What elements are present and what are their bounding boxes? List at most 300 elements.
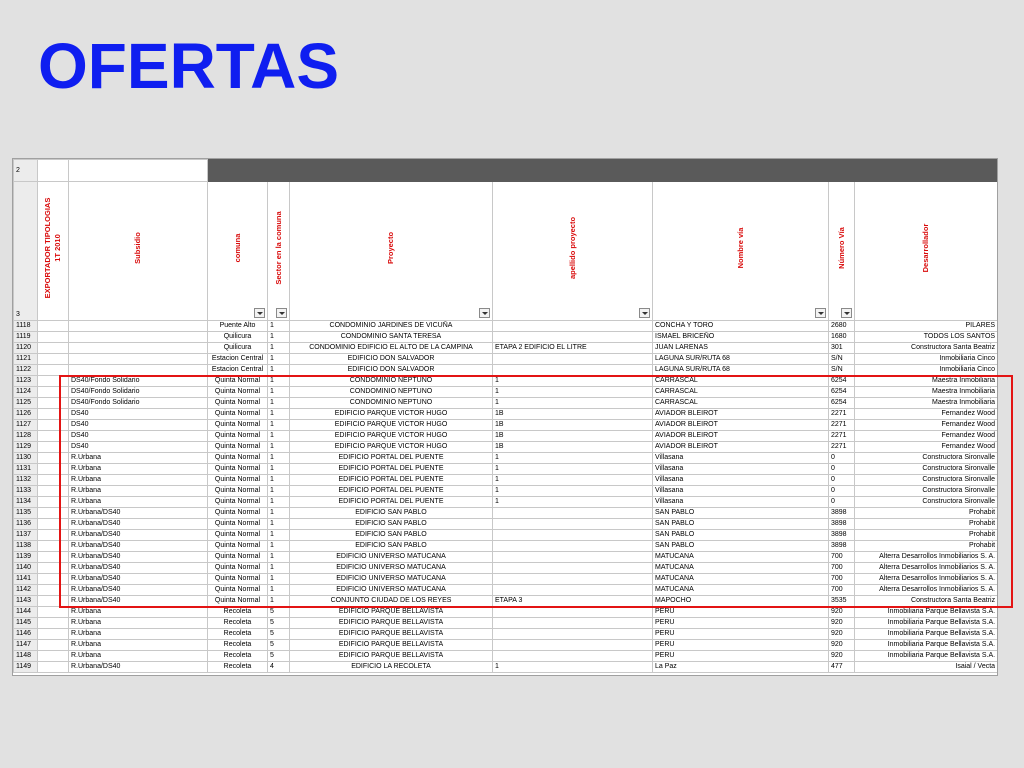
table-cell[interactable]: CONDOMINIO JARDINES DE VICUÑA	[290, 321, 493, 332]
table-cell[interactable]	[69, 332, 208, 343]
table-cell[interactable]: 1	[268, 486, 290, 497]
table-cell[interactable]	[38, 431, 69, 442]
table-cell[interactable]: Villasana	[653, 497, 829, 508]
table-cell[interactable]: EDIFICIO PORTAL DEL PUENTE	[290, 486, 493, 497]
table-cell[interactable]: Constructora Sironvalle	[855, 497, 998, 508]
table-cell[interactable]: 920	[829, 651, 855, 662]
table-row[interactable]	[14, 453, 998, 464]
table-cell[interactable]: R.Urbana/DS40	[69, 585, 208, 596]
table-cell[interactable]: Fernandez Wood	[855, 420, 998, 431]
table-cell[interactable]: Estacion Central	[208, 354, 268, 365]
table-cell[interactable]: DS40	[69, 431, 208, 442]
table-row[interactable]	[14, 376, 998, 387]
table-cell[interactable]: 1	[268, 431, 290, 442]
table-cell[interactable]: Fernandez Wood	[855, 442, 998, 453]
table-cell[interactable]: EDIFICIO SAN PABLO	[290, 541, 493, 552]
table-cell[interactable]: 6254	[829, 376, 855, 387]
table-cell[interactable]: CARRASCAL	[653, 376, 829, 387]
table-cell[interactable]	[493, 585, 653, 596]
table-cell[interactable]: R.Urbana	[69, 607, 208, 618]
table-cell[interactable]: EDIFICIO PARQUE VICTOR HUGO	[290, 420, 493, 431]
table-cell[interactable]: Quinta Normal	[208, 563, 268, 574]
table-cell[interactable]	[38, 574, 69, 585]
table-cell[interactable]: ISMAEL BRICEÑO	[653, 332, 829, 343]
table-cell[interactable]: Maestra Inmobiliaria	[855, 398, 998, 409]
table-cell[interactable]: Estacion Central	[208, 365, 268, 376]
table-cell[interactable]: 2271	[829, 442, 855, 453]
table-cell[interactable]: 1	[268, 497, 290, 508]
table-cell[interactable]: 1B	[493, 420, 653, 431]
table-cell[interactable]: Prohabit	[855, 530, 998, 541]
table-cell[interactable]: 1	[268, 332, 290, 343]
table-cell[interactable]: 1	[268, 321, 290, 332]
table-cell[interactable]: 1680	[829, 332, 855, 343]
table-cell[interactable]	[493, 530, 653, 541]
table-row[interactable]	[14, 662, 998, 673]
table-cell[interactable]: 5	[268, 651, 290, 662]
table-cell[interactable]: R.Urbana	[69, 464, 208, 475]
table-cell[interactable]	[38, 365, 69, 376]
table-cell[interactable]	[38, 618, 69, 629]
filter-dropdown-icon[interactable]	[841, 308, 852, 318]
table-cell[interactable]	[38, 607, 69, 618]
table-cell[interactable]: 1	[268, 475, 290, 486]
table-cell[interactable]: EDIFICIO UNIVERSO MATUCANA	[290, 563, 493, 574]
table-row[interactable]	[14, 552, 998, 563]
table-cell[interactable]: EDIFICIO PARQUE BELLAVISTA	[290, 651, 493, 662]
table-cell[interactable]	[38, 629, 69, 640]
table-cell[interactable]: 3898	[829, 508, 855, 519]
table-cell[interactable]: 5	[268, 629, 290, 640]
table-cell[interactable]	[69, 321, 208, 332]
table-cell[interactable]: 0	[829, 497, 855, 508]
table-cell[interactable]: EDIFICIO PARQUE VICTOR HUGO	[290, 409, 493, 420]
table-cell[interactable]: Quinta Normal	[208, 420, 268, 431]
table-cell[interactable]: Quinta Normal	[208, 508, 268, 519]
table-cell[interactable]	[493, 618, 653, 629]
table-cell[interactable]: CONDOMINIO NEPTUNO	[290, 398, 493, 409]
table-cell[interactable]	[38, 343, 69, 354]
table-cell[interactable]: R.Urbana/DS40	[69, 552, 208, 563]
table-cell[interactable]: Inmobiliaria Parque Bellavista S.A.	[855, 618, 998, 629]
table-cell[interactable]: Constructora Sironvalle	[855, 453, 998, 464]
table-cell[interactable]: Recoleta	[208, 651, 268, 662]
table-cell[interactable]: 0	[829, 464, 855, 475]
table-cell[interactable]: Quilicura	[208, 332, 268, 343]
table-cell[interactable]: 1	[268, 365, 290, 376]
table-cell[interactable]: 0	[829, 453, 855, 464]
table-cell[interactable]: SAN PABLO	[653, 519, 829, 530]
table-cell[interactable]: Prohabit	[855, 541, 998, 552]
table-cell[interactable]: PILARES	[855, 321, 998, 332]
table-cell[interactable]	[38, 354, 69, 365]
table-cell[interactable]: Recoleta	[208, 607, 268, 618]
table-cell[interactable]: EDIFICIO PARQUE BELLAVISTA	[290, 640, 493, 651]
table-cell[interactable]: 5	[268, 640, 290, 651]
table-cell[interactable]	[38, 464, 69, 475]
table-cell[interactable]	[69, 365, 208, 376]
table-cell[interactable]: R.Urbana	[69, 629, 208, 640]
table-row[interactable]	[14, 409, 998, 420]
table-cell[interactable]: AVIADOR BLEIROT	[653, 420, 829, 431]
table-cell[interactable]: CONDOMINIO EDIFICIO EL ALTO DE LA CAMPINA	[290, 343, 493, 354]
table-cell[interactable]: MATUCANA	[653, 563, 829, 574]
table-cell[interactable]	[38, 662, 69, 673]
table-row[interactable]	[14, 607, 998, 618]
table-cell[interactable]: DS40/Fondo Solidario	[69, 387, 208, 398]
table-cell[interactable]: 1	[268, 530, 290, 541]
table-cell[interactable]: PERU	[653, 629, 829, 640]
table-cell[interactable]: Quinta Normal	[208, 486, 268, 497]
table-cell[interactable]	[38, 376, 69, 387]
table-row[interactable]	[14, 354, 998, 365]
table-cell[interactable]: EDIFICIO LA RECOLETA	[290, 662, 493, 673]
table-cell[interactable]: Recoleta	[208, 629, 268, 640]
table-cell[interactable]: R.Urbana/DS40	[69, 530, 208, 541]
table-cell[interactable]: Prohabit	[855, 508, 998, 519]
table-cell[interactable]: Quinta Normal	[208, 497, 268, 508]
table-cell[interactable]: CARRASCAL	[653, 387, 829, 398]
table-cell[interactable]: 3898	[829, 519, 855, 530]
table-cell[interactable]: EDIFICIO SAN PABLO	[290, 519, 493, 530]
table-cell[interactable]: PERU	[653, 651, 829, 662]
table-cell[interactable]: Constructora Santa Beatriz	[855, 343, 998, 354]
table-cell[interactable]: 5	[268, 607, 290, 618]
table-cell[interactable]: Inmobiliaria Parque Bellavista S.A.	[855, 629, 998, 640]
table-cell[interactable]: 1	[493, 453, 653, 464]
table-cell[interactable]: 1	[268, 585, 290, 596]
table-row[interactable]	[14, 596, 998, 607]
table-cell[interactable]: 2271	[829, 431, 855, 442]
table-cell[interactable]	[493, 519, 653, 530]
table-cell[interactable]: 4	[268, 662, 290, 673]
table-row[interactable]	[14, 618, 998, 629]
table-row[interactable]	[14, 574, 998, 585]
table-cell[interactable]: Isaial / Vecta	[855, 662, 998, 673]
table-cell[interactable]	[38, 552, 69, 563]
table-cell[interactable]: 1B	[493, 409, 653, 420]
table-cell[interactable]: CONDOMINIO NEPTUNO	[290, 376, 493, 387]
table-cell[interactable]: Recoleta	[208, 640, 268, 651]
table-cell[interactable]	[38, 596, 69, 607]
table-cell[interactable]: CONDOMINIO SANTA TERESA	[290, 332, 493, 343]
table-cell[interactable]: 301	[829, 343, 855, 354]
table-cell[interactable]: CARRASCAL	[653, 398, 829, 409]
table-cell[interactable]: Recoleta	[208, 662, 268, 673]
table-cell[interactable]	[493, 563, 653, 574]
table-cell[interactable]	[38, 398, 69, 409]
table-cell[interactable]: Alterra Desarrollos Inmobiliarios S. A.	[855, 585, 998, 596]
table-cell[interactable]	[38, 387, 69, 398]
filter-dropdown-icon[interactable]	[276, 308, 287, 318]
table-cell[interactable]: LAGUNA SUR/RUTA 68	[653, 354, 829, 365]
table-cell[interactable]: 1	[268, 409, 290, 420]
table-row[interactable]	[14, 464, 998, 475]
table-cell[interactable]: S/N	[829, 354, 855, 365]
table-cell[interactable]: DS40/Fondo Solidario	[69, 376, 208, 387]
table-cell[interactable]: Villasana	[653, 475, 829, 486]
table-cell[interactable]: 0	[829, 486, 855, 497]
table-row[interactable]	[14, 563, 998, 574]
table-cell[interactable]	[38, 508, 69, 519]
table-cell[interactable]	[38, 530, 69, 541]
table-cell[interactable]	[38, 541, 69, 552]
table-row[interactable]	[14, 508, 998, 519]
table-cell[interactable]	[493, 354, 653, 365]
table-cell[interactable]: 700	[829, 585, 855, 596]
table-cell[interactable]: MATUCANA	[653, 552, 829, 563]
table-cell[interactable]: ETAPA 3	[493, 596, 653, 607]
table-cell[interactable]: Quinta Normal	[208, 398, 268, 409]
table-cell[interactable]: Villasana	[653, 453, 829, 464]
table-cell[interactable]: SAN PABLO	[653, 530, 829, 541]
table-cell[interactable]: 477	[829, 662, 855, 673]
table-cell[interactable]: Constructora Sironvalle	[855, 475, 998, 486]
table-cell[interactable]: R.Urbana/DS40	[69, 519, 208, 530]
table-row[interactable]	[14, 486, 998, 497]
table-cell[interactable]: Quinta Normal	[208, 552, 268, 563]
table-cell[interactable]: CONDOMINIO NEPTUNO	[290, 387, 493, 398]
table-cell[interactable]: 5	[268, 618, 290, 629]
table-cell[interactable]: Puente Alto	[208, 321, 268, 332]
table-cell[interactable]	[38, 409, 69, 420]
table-cell[interactable]: R.Urbana	[69, 640, 208, 651]
table-cell[interactable]	[38, 640, 69, 651]
table-cell[interactable]: 1	[268, 563, 290, 574]
table-cell[interactable]: La Paz	[653, 662, 829, 673]
table-cell[interactable]: 1	[493, 475, 653, 486]
table-cell[interactable]: EDIFICIO PORTAL DEL PUENTE	[290, 475, 493, 486]
table-cell[interactable]: Quinta Normal	[208, 475, 268, 486]
table-row[interactable]	[14, 431, 998, 442]
table-cell[interactable]: Alterra Desarrollos Inmobiliarios S. A.	[855, 563, 998, 574]
table-cell[interactable]	[38, 585, 69, 596]
table-cell[interactable]: JUAN LARENAS	[653, 343, 829, 354]
table-cell[interactable]: 920	[829, 629, 855, 640]
table-row[interactable]	[14, 541, 998, 552]
table-cell[interactable]: EDIFICIO UNIVERSO MATUCANA	[290, 585, 493, 596]
table-cell[interactable]: 2271	[829, 420, 855, 431]
table-cell[interactable]: Quinta Normal	[208, 585, 268, 596]
table-cell[interactable]: R.Urbana	[69, 453, 208, 464]
table-cell[interactable]: R.Urbana	[69, 486, 208, 497]
table-row[interactable]	[14, 585, 998, 596]
table-cell[interactable]: Maestra Inmobiliaria	[855, 376, 998, 387]
table-cell[interactable]: 6254	[829, 387, 855, 398]
table-cell[interactable]: MATUCANA	[653, 585, 829, 596]
filter-dropdown-icon[interactable]	[479, 308, 490, 318]
table-cell[interactable]: Quinta Normal	[208, 574, 268, 585]
table-cell[interactable]: 920	[829, 640, 855, 651]
table-cell[interactable]	[493, 321, 653, 332]
table-cell[interactable]: 3535	[829, 596, 855, 607]
table-cell[interactable]: 920	[829, 618, 855, 629]
table-cell[interactable]: Quinta Normal	[208, 453, 268, 464]
table-row[interactable]	[14, 321, 998, 332]
table-cell[interactable]: 2680	[829, 321, 855, 332]
table-cell[interactable]: 2271	[829, 409, 855, 420]
table-cell[interactable]: 1B	[493, 431, 653, 442]
table-cell[interactable]: Quinta Normal	[208, 519, 268, 530]
table-cell[interactable]: Quilicura	[208, 343, 268, 354]
table-cell[interactable]: Quinta Normal	[208, 387, 268, 398]
table-cell[interactable]: 1	[493, 662, 653, 673]
table-cell[interactable]	[493, 552, 653, 563]
table-cell[interactable]	[38, 420, 69, 431]
table-cell[interactable]	[38, 651, 69, 662]
table-cell[interactable]	[69, 354, 208, 365]
table-cell[interactable]: Alterra Desarrollos Inmobiliarios S. A.	[855, 552, 998, 563]
table-row[interactable]	[14, 387, 998, 398]
table-cell[interactable]: 1	[268, 387, 290, 398]
table-row[interactable]	[14, 332, 998, 343]
table-cell[interactable]: EDIFICIO PORTAL DEL PUENTE	[290, 497, 493, 508]
table-cell[interactable]: EDIFICIO UNIVERSO MATUCANA	[290, 552, 493, 563]
table-cell[interactable]: 1	[268, 420, 290, 431]
table-cell[interactable]: 1	[493, 464, 653, 475]
table-cell[interactable]: Inmobiliaria Parque Bellavista S.A.	[855, 640, 998, 651]
table-row[interactable]	[14, 497, 998, 508]
table-cell[interactable]: 700	[829, 563, 855, 574]
table-row[interactable]	[14, 398, 998, 409]
table-cell[interactable]	[69, 343, 208, 354]
table-cell[interactable]: 3898	[829, 530, 855, 541]
table-cell[interactable]	[493, 332, 653, 343]
table-cell[interactable]: AVIADOR BLEIROT	[653, 409, 829, 420]
table-cell[interactable]: SAN PABLO	[653, 508, 829, 519]
table-cell[interactable]: PERU	[653, 618, 829, 629]
filter-dropdown-icon[interactable]	[639, 308, 650, 318]
table-cell[interactable]: EDIFICIO PARQUE BELLAVISTA	[290, 618, 493, 629]
table-row[interactable]	[14, 420, 998, 431]
table-cell[interactable]: Prohabit	[855, 519, 998, 530]
table-cell[interactable]: 1B	[493, 442, 653, 453]
table-cell[interactable]: Constructora Santa Beatriz	[855, 596, 998, 607]
table-cell[interactable]	[38, 563, 69, 574]
table-cell[interactable]	[493, 365, 653, 376]
table-cell[interactable]: S/N	[829, 365, 855, 376]
table-cell[interactable]: 0	[829, 475, 855, 486]
table-cell[interactable]: EDIFICIO SAN PABLO	[290, 530, 493, 541]
table-cell[interactable]: EDIFICIO PORTAL DEL PUENTE	[290, 453, 493, 464]
table-cell[interactable]: MATUCANA	[653, 574, 829, 585]
table-cell[interactable]	[38, 475, 69, 486]
table-cell[interactable]: 1	[268, 376, 290, 387]
table-cell[interactable]: EDIFICIO PARQUE BELLAVISTA	[290, 607, 493, 618]
table-cell[interactable]: Quinta Normal	[208, 376, 268, 387]
table-cell[interactable]: Alterra Desarrollos Inmobiliarios S. A.	[855, 574, 998, 585]
table-cell[interactable]: R.Urbana	[69, 497, 208, 508]
table-cell[interactable]: Inmobiliaria Cinco	[855, 354, 998, 365]
table-cell[interactable]: 920	[829, 607, 855, 618]
table-cell[interactable]: 3898	[829, 541, 855, 552]
table-cell[interactable]: R.Urbana/DS40	[69, 563, 208, 574]
table-cell[interactable]: EDIFICIO SAN PABLO	[290, 508, 493, 519]
table-cell[interactable]: 1	[493, 376, 653, 387]
table-cell[interactable]	[493, 640, 653, 651]
table-cell[interactable]: 1	[493, 398, 653, 409]
table-cell[interactable]: Inmobiliaria Parque Bellavista S.A.	[855, 651, 998, 662]
table-cell[interactable]: Fernandez Wood	[855, 409, 998, 420]
table-cell[interactable]: 700	[829, 552, 855, 563]
table-row[interactable]	[14, 519, 998, 530]
table-cell[interactable]	[493, 651, 653, 662]
table-cell[interactable]: DS40	[69, 420, 208, 431]
table-cell[interactable]: DS40/Fondo Solidario	[69, 398, 208, 409]
table-cell[interactable]: CONCHA Y TORO	[653, 321, 829, 332]
table-cell[interactable]: 1	[268, 442, 290, 453]
table-cell[interactable]: R.Urbana	[69, 651, 208, 662]
table-cell[interactable]: Inmobiliaria Parque Bellavista S.A.	[855, 607, 998, 618]
table-cell[interactable]	[38, 519, 69, 530]
table-cell[interactable]: 1	[268, 453, 290, 464]
table-cell[interactable]: R.Urbana/DS40	[69, 596, 208, 607]
table-cell[interactable]: PERU	[653, 640, 829, 651]
table-cell[interactable]	[38, 497, 69, 508]
table-cell[interactable]: MAPOCHO	[653, 596, 829, 607]
table-cell[interactable]: 1	[268, 541, 290, 552]
table-cell[interactable]: 1	[268, 519, 290, 530]
table-cell[interactable]: Villasana	[653, 486, 829, 497]
table-cell[interactable]	[38, 453, 69, 464]
table-cell[interactable]	[493, 607, 653, 618]
table-cell[interactable]	[38, 442, 69, 453]
table-cell[interactable]: 1	[268, 343, 290, 354]
table-row[interactable]	[14, 365, 998, 376]
table-cell[interactable]: EDIFICIO PORTAL DEL PUENTE	[290, 464, 493, 475]
table-cell[interactable]: DS40	[69, 409, 208, 420]
table-cell[interactable]	[38, 321, 69, 332]
table-cell[interactable]: Constructora Sironvalle	[855, 464, 998, 475]
table-cell[interactable]: Constructora Sironvalle	[855, 486, 998, 497]
table-cell[interactable]	[493, 541, 653, 552]
table-cell[interactable]: PERU	[653, 607, 829, 618]
table-cell[interactable]: EDIFICIO UNIVERSO MATUCANA	[290, 574, 493, 585]
table-cell[interactable]: 700	[829, 574, 855, 585]
table-cell[interactable]: ETAPA 2 EDIFICIO EL LITRE	[493, 343, 653, 354]
table-cell[interactable]: EDIFICIO PARQUE VICTOR HUGO	[290, 442, 493, 453]
table-cell[interactable]: 6254	[829, 398, 855, 409]
table-cell[interactable]: Quinta Normal	[208, 409, 268, 420]
table-cell[interactable]	[493, 574, 653, 585]
table-cell[interactable]: 1	[268, 354, 290, 365]
table-cell[interactable]	[493, 508, 653, 519]
table-cell[interactable]: Quinta Normal	[208, 431, 268, 442]
table-cell[interactable]: SAN PABLO	[653, 541, 829, 552]
table-row[interactable]	[14, 629, 998, 640]
table-cell[interactable]: 1	[268, 596, 290, 607]
table-cell[interactable]: R.Urbana	[69, 475, 208, 486]
table-cell[interactable]: Maestra Inmobiliaria	[855, 387, 998, 398]
table-cell[interactable]: EDIFICIO PARQUE VICTOR HUGO	[290, 431, 493, 442]
table-cell[interactable]: Inmobiliaria Cinco	[855, 365, 998, 376]
table-row[interactable]	[14, 442, 998, 453]
table-cell[interactable]: AVIADOR BLEIROT	[653, 442, 829, 453]
table-cell[interactable]: 1	[268, 398, 290, 409]
table-cell[interactable]: R.Urbana/DS40	[69, 541, 208, 552]
table-cell[interactable]: Villasana	[653, 464, 829, 475]
table-cell[interactable]: Quinta Normal	[208, 541, 268, 552]
table-row[interactable]	[14, 640, 998, 651]
table-cell[interactable]: 1	[268, 552, 290, 563]
table-cell[interactable]: EDIFICIO PARQUE BELLAVISTA	[290, 629, 493, 640]
table-row[interactable]	[14, 530, 998, 541]
table-cell[interactable]: AVIADOR BLEIROT	[653, 431, 829, 442]
table-cell[interactable]: R.Urbana	[69, 618, 208, 629]
table-row[interactable]	[14, 651, 998, 662]
table-cell[interactable]: 1	[268, 464, 290, 475]
table-cell[interactable]	[38, 332, 69, 343]
